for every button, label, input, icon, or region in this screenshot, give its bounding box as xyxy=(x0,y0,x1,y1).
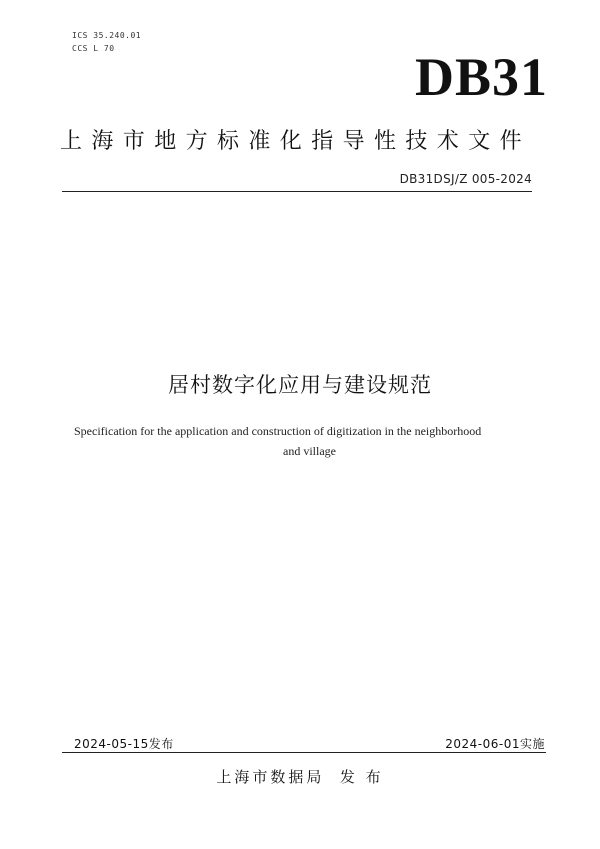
ics-code: ICS 35.240.01 xyxy=(72,31,142,40)
top-divider xyxy=(62,191,532,192)
implementation-date: 2024-06-01实施 xyxy=(445,737,545,751)
bottom-divider xyxy=(62,752,546,753)
english-title-line-1: Specification for the application and construction of digitization in the neighborhood xyxy=(74,424,482,438)
ccs-code: CCS L 70 xyxy=(72,44,115,53)
document-number: DB31DSJ/Z 005-2024 xyxy=(399,172,532,186)
issue-date: 2024-05-15发布 xyxy=(74,737,174,751)
issuing-authority: 上海市数据局 发 布 xyxy=(216,768,384,786)
document-type: 上海市地方标准化指导性技术文件 xyxy=(60,129,532,154)
english-title-line-2: and village xyxy=(283,444,336,458)
chinese-title: 居村数字化应用与建设规范 xyxy=(168,373,432,397)
standard-mark: DB31 xyxy=(414,47,548,107)
